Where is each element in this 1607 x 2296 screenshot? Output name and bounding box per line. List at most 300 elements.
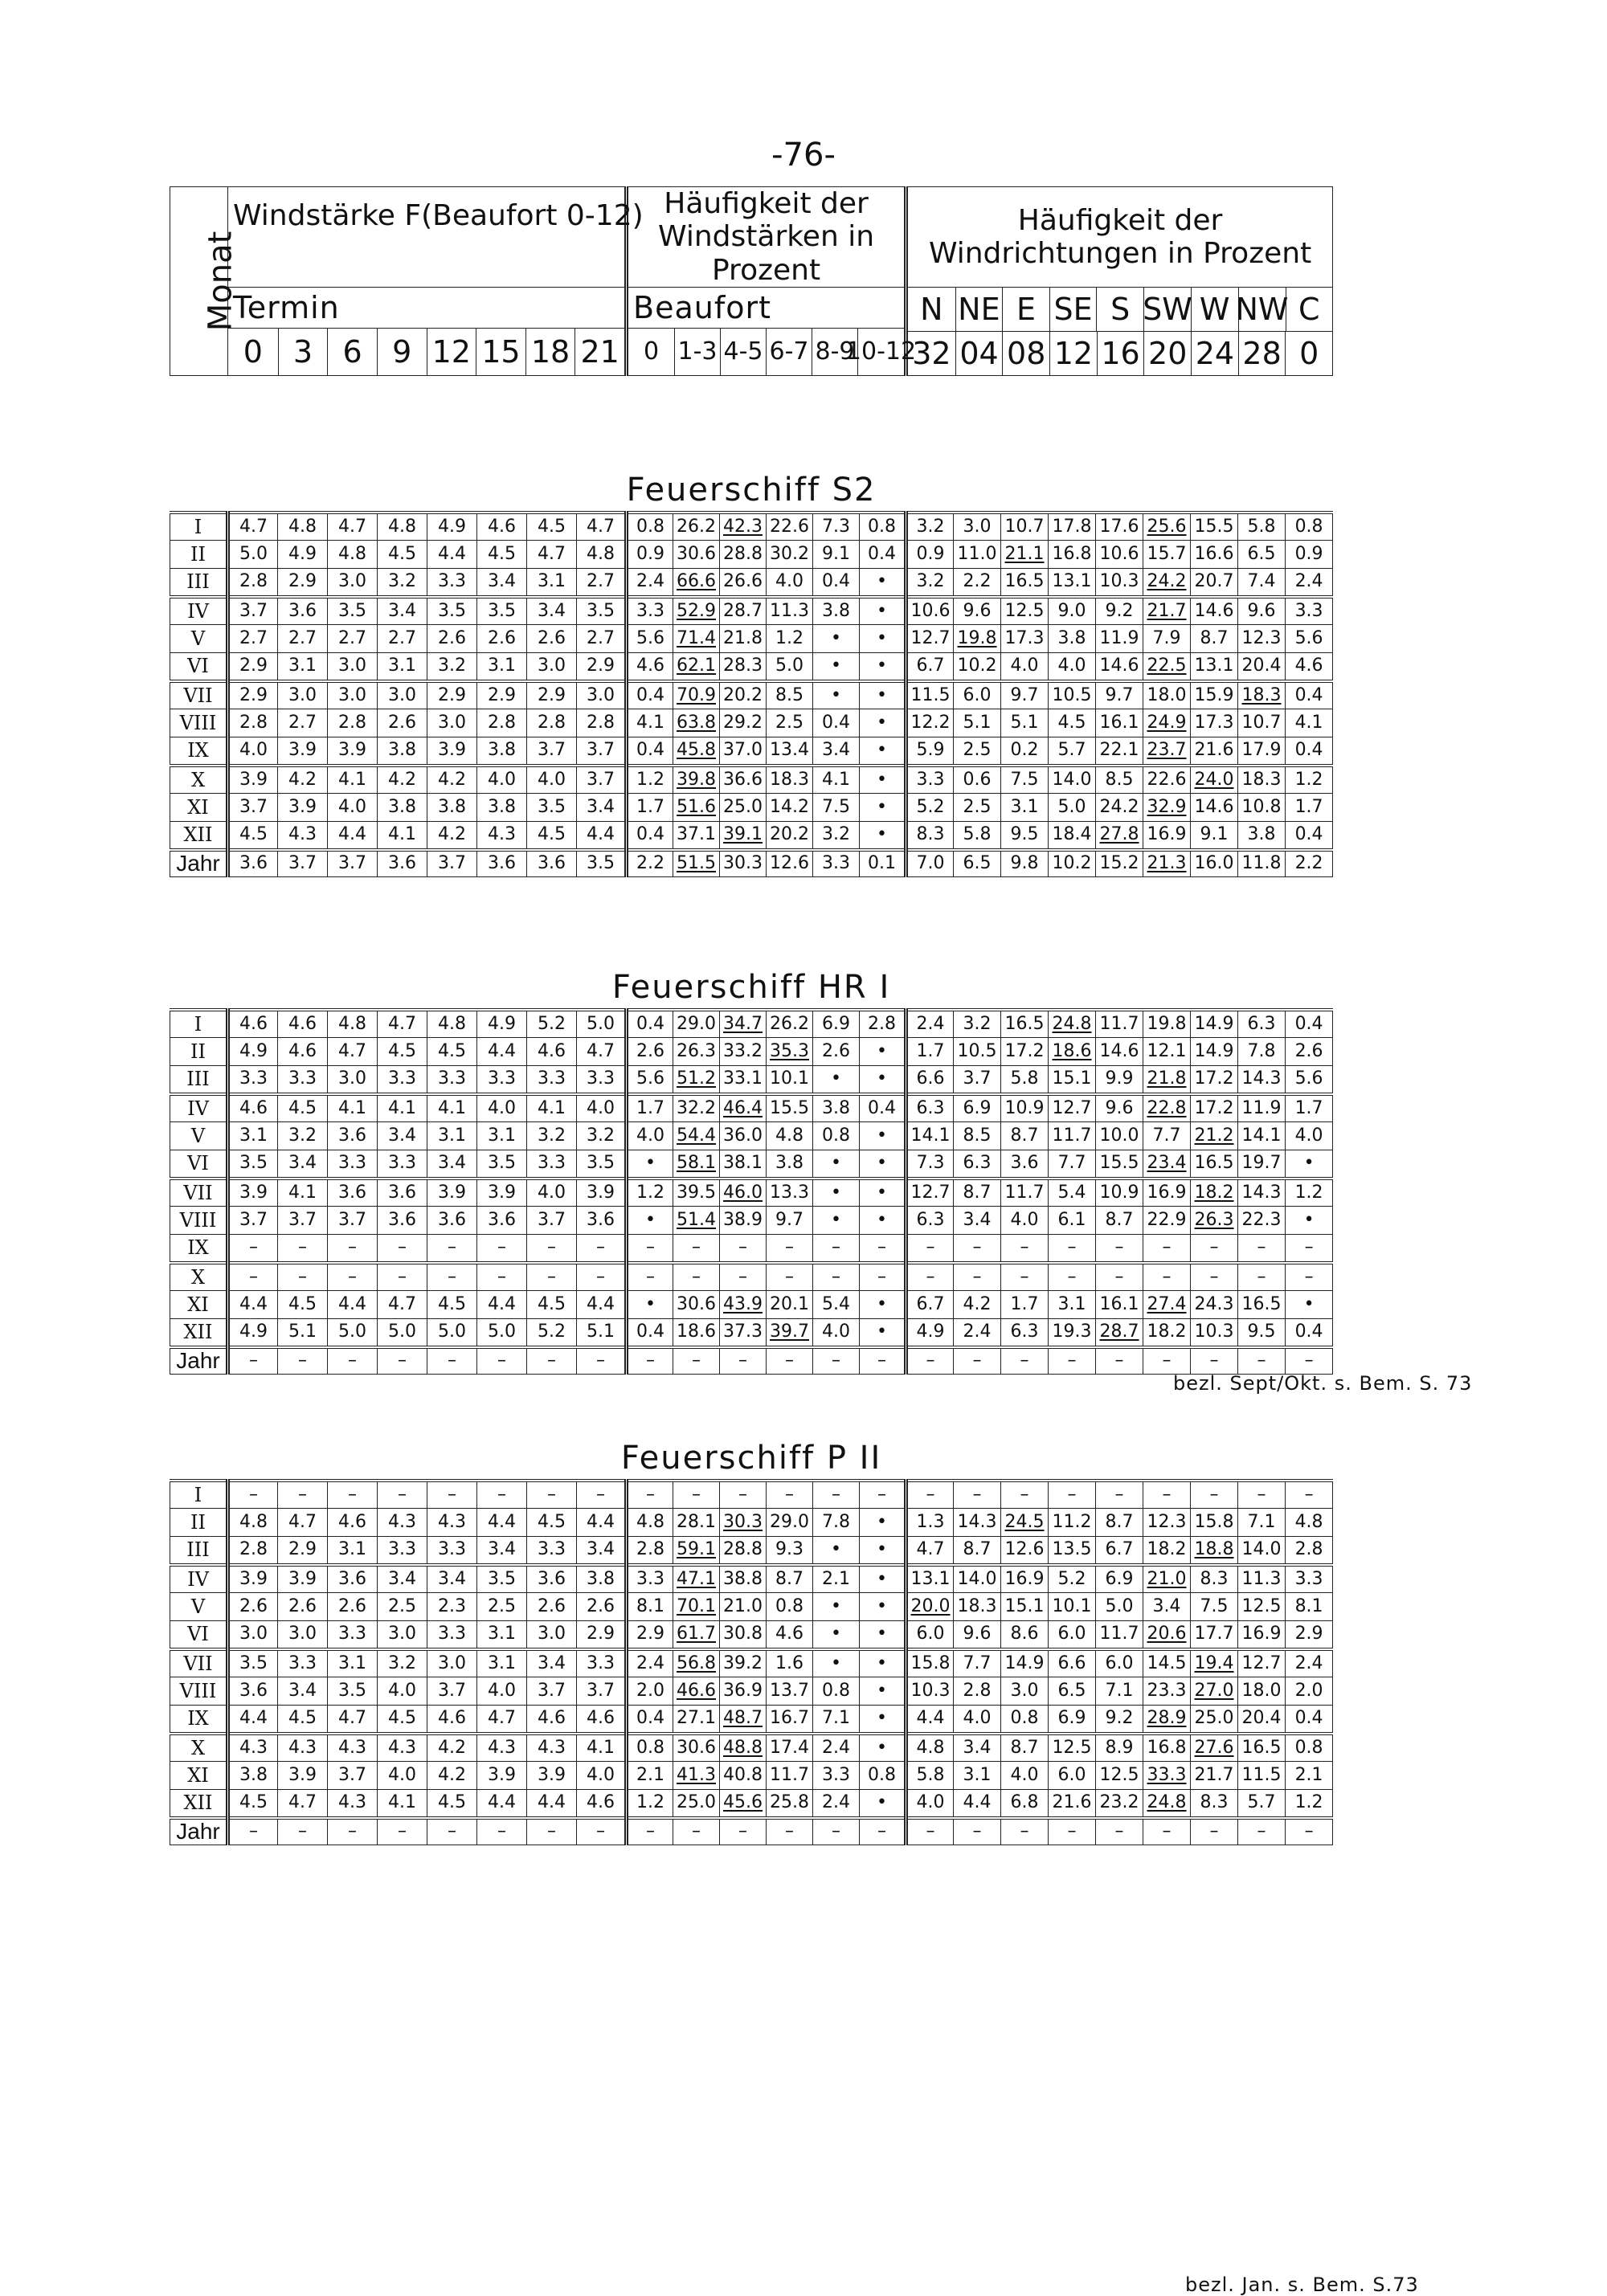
cell-value: – — [1114, 1484, 1124, 1505]
cell-value: 27.8 — [1099, 824, 1139, 845]
value-cell — [627, 1066, 673, 1094]
value-cell — [477, 766, 527, 794]
cell-value: – — [692, 1484, 701, 1505]
cell-value: 2.7 — [587, 628, 615, 649]
value-cell — [228, 1263, 278, 1291]
value-cell — [477, 1235, 527, 1263]
cell-value: – — [448, 1237, 456, 1258]
cell-value: 35.3 — [770, 1041, 810, 1062]
cell-value: 0.8 — [822, 1126, 851, 1146]
cell-value: 7.5 — [1200, 1596, 1229, 1617]
value-cell — [378, 653, 427, 681]
value-cell — [378, 681, 427, 709]
cell-value: 48.8 — [723, 1737, 763, 1758]
cell-value: 10.9 — [1004, 1097, 1045, 1118]
value-cell — [1238, 1038, 1286, 1066]
cell-value: 11.0 — [957, 544, 997, 565]
cell-value: – — [646, 1266, 656, 1287]
cell-value: 2.1 — [1294, 1765, 1323, 1786]
cell-value: 4.7 — [288, 1792, 317, 1813]
cell-value: 4.0 — [1010, 1765, 1039, 1786]
cell-value: 6.0 — [963, 684, 992, 705]
cell-value: 2.5 — [388, 1596, 416, 1617]
cell-value: 3.3 — [388, 1539, 416, 1560]
cell-value: 4.3 — [239, 1737, 268, 1758]
cell-value: 36.0 — [723, 1126, 763, 1146]
cell-value: 7.1 — [822, 1708, 851, 1729]
value-cell — [378, 1706, 427, 1734]
cell-value: 18.3 — [1241, 769, 1282, 790]
cell-value: 2.9 — [636, 1624, 665, 1644]
value-cell — [1286, 1621, 1333, 1649]
cell-value: 3.3 — [388, 1153, 416, 1174]
value-cell — [1238, 1319, 1286, 1347]
value-cell — [954, 1537, 1001, 1565]
cell-value: 3.9 — [338, 740, 366, 761]
month-row — [170, 1762, 1333, 1790]
cell-value: 13.3 — [770, 1182, 810, 1203]
cell-value: – — [547, 1821, 556, 1842]
value-cell — [767, 1621, 813, 1649]
value-cell — [860, 1537, 906, 1565]
cell-value: 16.5 — [1194, 1153, 1234, 1174]
cell-value: 3.3 — [636, 1568, 665, 1589]
value-cell — [577, 1038, 627, 1066]
value-cell — [767, 513, 813, 541]
cell-value: 2.9 — [587, 1624, 615, 1644]
value-cell — [278, 1481, 328, 1509]
value-cell — [954, 1291, 1001, 1319]
cell-value: 3.7 — [438, 1681, 466, 1702]
cell-value: – — [398, 1237, 407, 1258]
dir-code-7: 28 — [1238, 332, 1286, 375]
beaufort-label: Beaufort — [628, 288, 904, 329]
value-cell — [427, 1122, 477, 1150]
value-cell — [1001, 1706, 1049, 1734]
cell-value: 20.4 — [1241, 656, 1282, 676]
value-cell — [1001, 541, 1049, 569]
cell-value: 15.2 — [1099, 853, 1139, 874]
cell-value: 14.1 — [910, 1126, 951, 1146]
cell-value: 4.7 — [388, 1294, 416, 1315]
value-cell — [1191, 513, 1238, 541]
value-cell — [1143, 1649, 1191, 1677]
value-cell — [1049, 1649, 1096, 1677]
cell-value: 18.6 — [677, 1322, 717, 1342]
cell-value: 5.1 — [587, 1322, 615, 1342]
cell-value: • — [645, 1294, 656, 1315]
value-cell — [1143, 850, 1191, 877]
value-cell — [1001, 1818, 1049, 1845]
termin-col-4: 12 — [427, 329, 476, 375]
beaufort-col-3: 6-7 — [766, 329, 812, 375]
cell-value: 6.7 — [1105, 1539, 1134, 1560]
value-cell — [1286, 1122, 1333, 1150]
value-cell — [477, 513, 527, 541]
cell-value: 3.3 — [822, 853, 851, 874]
value-cell — [1096, 1762, 1143, 1790]
value-cell — [906, 794, 954, 822]
value-cell — [627, 709, 673, 737]
value-cell — [720, 1706, 767, 1734]
value-cell — [328, 1706, 378, 1734]
value-cell — [1191, 1122, 1238, 1150]
month-row — [170, 1621, 1333, 1649]
cell-value: 4.3 — [338, 1792, 366, 1813]
cell-value: 12.7 — [910, 1182, 951, 1203]
cell-value: – — [1067, 1484, 1077, 1505]
value-cell — [1238, 1010, 1286, 1038]
cell-value: 16.0 — [1194, 853, 1234, 874]
jahr-row — [170, 1818, 1333, 1845]
value-cell — [906, 1038, 954, 1066]
value-cell — [477, 709, 527, 737]
cell-value: 10.6 — [910, 600, 951, 621]
value-cell — [477, 1762, 527, 1790]
cell-value: – — [972, 1350, 982, 1371]
value-cell — [1096, 541, 1143, 569]
cell-value: 2.8 — [963, 1681, 992, 1702]
value-cell — [278, 1734, 328, 1762]
value-cell — [1238, 1179, 1286, 1207]
cell-value: – — [646, 1484, 656, 1505]
value-cell — [720, 597, 767, 625]
value-cell — [328, 625, 378, 653]
value-cell — [527, 1818, 577, 1845]
cell-value: 3.0 — [338, 656, 366, 676]
cell-value: 5.6 — [1294, 1068, 1323, 1089]
value-cell — [378, 1818, 427, 1845]
cell-value: 4.0 — [587, 1097, 615, 1118]
value-cell — [1049, 822, 1096, 850]
cell-value: 2.9 — [288, 571, 317, 592]
value-cell — [673, 569, 720, 597]
cell-value: 5.7 — [1247, 1792, 1276, 1813]
value-cell — [720, 1010, 767, 1038]
cell-value: 4.9 — [916, 1322, 945, 1342]
value-cell — [1143, 1593, 1191, 1621]
month-label: II — [170, 1038, 228, 1066]
cell-value: 14.3 — [1241, 1068, 1282, 1089]
value-cell — [328, 709, 378, 737]
cell-value: 1.7 — [916, 1041, 945, 1062]
cell-value: 8.3 — [916, 824, 945, 845]
cell-value: 21.6 — [1052, 1792, 1092, 1813]
value-cell — [477, 1706, 527, 1734]
value-cell — [1286, 1319, 1333, 1347]
value-cell — [627, 681, 673, 709]
cell-value: • — [877, 1792, 888, 1813]
jahr-row — [170, 850, 1333, 877]
value-cell — [954, 1649, 1001, 1677]
cell-value: 4.5 — [438, 1294, 466, 1315]
cell-value: 4.7 — [488, 1708, 516, 1729]
value-cell — [427, 1291, 477, 1319]
cell-value: 3.5 — [538, 797, 566, 818]
value-cell — [228, 541, 278, 569]
cell-value: 18.3 — [957, 1596, 997, 1617]
value-cell — [577, 513, 627, 541]
cell-value: 10.1 — [1052, 1596, 1092, 1617]
cell-value: 9.1 — [822, 544, 851, 565]
value-cell — [278, 1347, 328, 1375]
cell-value: – — [832, 1237, 841, 1258]
value-cell — [1286, 1537, 1333, 1565]
value-cell — [1191, 569, 1238, 597]
value-cell — [527, 1291, 577, 1319]
cell-value: 4.1 — [822, 769, 851, 790]
cell-value: 3.1 — [963, 1765, 992, 1786]
cell-value: 8.5 — [1105, 769, 1134, 790]
value-cell — [860, 1347, 906, 1375]
header-row-2 — [170, 288, 1333, 376]
cell-value: 12.5 — [1241, 1596, 1282, 1617]
dir-code-8: 0 — [1285, 332, 1332, 375]
value-cell — [427, 822, 477, 850]
value-cell — [1001, 1734, 1049, 1762]
value-cell — [1096, 1481, 1143, 1509]
month-row — [170, 1706, 1333, 1734]
termin-col-5: 15 — [476, 329, 525, 375]
value-cell — [1001, 1537, 1049, 1565]
cell-value: – — [1162, 1350, 1172, 1371]
cell-value: 0.4 — [636, 1013, 665, 1034]
cell-value: 4.5 — [388, 1708, 416, 1729]
value-cell — [378, 850, 427, 877]
value-cell — [1001, 1291, 1049, 1319]
cell-value: 3.7 — [338, 853, 366, 874]
cell-value: 3.3 — [538, 1153, 566, 1174]
cell-value: 0.4 — [636, 824, 665, 845]
value-cell — [813, 737, 860, 766]
cell-value: – — [448, 1350, 456, 1371]
value-cell — [378, 709, 427, 737]
value-cell — [627, 1621, 673, 1649]
value-cell — [577, 1094, 627, 1122]
value-cell — [673, 541, 720, 569]
cell-value: 0.4 — [1294, 824, 1323, 845]
value-cell — [673, 822, 720, 850]
value-cell — [1096, 1066, 1143, 1094]
cell-value: 4.5 — [538, 1512, 566, 1533]
cell-value: 33.2 — [723, 1041, 763, 1062]
value-cell — [1049, 1179, 1096, 1207]
cell-value: 9.7 — [1105, 684, 1134, 705]
month-row — [170, 709, 1333, 737]
value-cell — [627, 794, 673, 822]
month-label: Jahr — [170, 1347, 228, 1375]
cell-value: 3.2 — [963, 1013, 992, 1034]
month-label: VIII — [170, 1677, 228, 1706]
value-cell — [378, 513, 427, 541]
value-cell — [627, 1207, 673, 1235]
value-cell — [1286, 1066, 1333, 1094]
month-row — [170, 1066, 1333, 1094]
value-cell — [673, 1179, 720, 1207]
cell-value: 4.7 — [239, 516, 268, 537]
value-cell — [527, 1790, 577, 1818]
cell-value: 15.5 — [1099, 1153, 1139, 1174]
cell-value: 12.1 — [1147, 1041, 1187, 1062]
value-cell — [1096, 822, 1143, 850]
value-cell — [720, 653, 767, 681]
value-cell — [860, 1481, 906, 1509]
cell-value: 12.2 — [910, 713, 951, 733]
cell-value: – — [1114, 1237, 1124, 1258]
cell-value: 3.8 — [388, 740, 416, 761]
dir-code-5: 20 — [1143, 332, 1191, 375]
cell-value: 14.6 — [1099, 656, 1139, 676]
cell-value: 23.3 — [1147, 1681, 1187, 1702]
value-cell — [527, 1235, 577, 1263]
value-cell — [627, 766, 673, 794]
cell-value: 4.7 — [587, 1041, 615, 1062]
value-cell — [527, 1263, 577, 1291]
value-cell — [954, 1347, 1001, 1375]
cell-value: 9.2 — [1105, 600, 1134, 621]
cell-value: – — [596, 1350, 606, 1371]
value-cell — [860, 850, 906, 877]
value-cell — [906, 850, 954, 877]
cell-value: 3.0 — [438, 1653, 466, 1673]
value-cell — [1049, 737, 1096, 766]
value-cell — [1049, 1010, 1096, 1038]
cell-value: 20.7 — [1194, 571, 1234, 592]
cell-value: 4.1 — [388, 1792, 416, 1813]
value-cell — [577, 1593, 627, 1621]
cell-value: 10.7 — [1004, 516, 1045, 537]
cell-value: 61.7 — [677, 1624, 717, 1644]
value-cell — [627, 1677, 673, 1706]
cell-value: 4.4 — [488, 1792, 516, 1813]
cell-value: 4.5 — [438, 1041, 466, 1062]
value-cell — [673, 1038, 720, 1066]
value-cell — [1001, 1010, 1049, 1038]
value-cell — [228, 737, 278, 766]
cell-value: 10.3 — [1099, 571, 1139, 592]
cell-value: 4.9 — [239, 1041, 268, 1062]
cell-value: 36.6 — [723, 769, 763, 790]
value-cell — [1143, 1537, 1191, 1565]
cell-value: – — [547, 1484, 556, 1505]
value-cell — [767, 822, 813, 850]
value-cell — [278, 1565, 328, 1593]
value-cell — [1191, 681, 1238, 709]
cell-value: 4.0 — [1057, 656, 1086, 676]
cell-value: – — [1067, 1237, 1077, 1258]
value-cell — [906, 1677, 954, 1706]
cell-value: 4.7 — [338, 1708, 366, 1729]
value-cell — [577, 1537, 627, 1565]
value-cell — [577, 1150, 627, 1179]
cell-value: 0.4 — [868, 1097, 897, 1118]
cell-value: • — [1303, 1153, 1315, 1174]
value-cell — [906, 541, 954, 569]
cell-value: 43.9 — [723, 1294, 763, 1315]
cell-value: • — [877, 1294, 888, 1315]
cell-value: 18.2 — [1147, 1322, 1187, 1342]
cell-value: 19.7 — [1241, 1153, 1282, 1174]
cell-value: – — [877, 1821, 887, 1842]
value-cell — [328, 1565, 378, 1593]
value-cell — [767, 1291, 813, 1319]
value-cell — [1238, 1762, 1286, 1790]
value-cell — [720, 1066, 767, 1094]
value-cell — [1238, 822, 1286, 850]
value-cell — [1049, 653, 1096, 681]
value-cell — [1096, 1179, 1143, 1207]
cell-value: 5.7 — [1057, 740, 1086, 761]
value-cell — [1096, 1038, 1143, 1066]
value-cell — [278, 1291, 328, 1319]
value-cell — [1191, 1706, 1238, 1734]
cell-value: 9.6 — [1105, 1097, 1134, 1118]
value-cell — [954, 1677, 1001, 1706]
value-cell — [813, 681, 860, 709]
cell-value: – — [1209, 1266, 1219, 1287]
cell-value: 2.6 — [636, 1041, 665, 1062]
cell-value: 2.5 — [775, 713, 804, 733]
value-cell — [427, 1734, 477, 1762]
value-cell — [954, 1481, 1001, 1509]
cell-value: – — [547, 1266, 556, 1287]
value-cell — [1049, 569, 1096, 597]
cell-value: 4.2 — [438, 824, 466, 845]
cell-value: 6.0 — [1057, 1624, 1086, 1644]
value-cell — [673, 1263, 720, 1291]
climate-table — [170, 186, 1333, 1845]
value-cell — [1096, 1010, 1143, 1038]
cell-value: 16.9 — [1241, 1624, 1282, 1644]
cell-value: – — [1209, 1484, 1219, 1505]
cell-value: 20.2 — [770, 824, 810, 845]
month-label: VII — [170, 681, 228, 709]
cell-value: 8.3 — [1200, 1792, 1229, 1813]
value-cell — [673, 1762, 720, 1790]
cell-value: 0.4 — [822, 571, 851, 592]
cell-value: 45.6 — [723, 1792, 763, 1813]
value-cell — [767, 1509, 813, 1537]
cell-value: 9.1 — [1200, 824, 1229, 845]
cell-value: 6.6 — [916, 1068, 945, 1089]
cell-value: 22.9 — [1147, 1210, 1187, 1231]
value-cell — [954, 1565, 1001, 1593]
value-cell — [860, 1319, 906, 1347]
cell-value: 5.2 — [538, 1013, 566, 1034]
value-cell — [278, 1122, 328, 1150]
value-cell — [1049, 709, 1096, 737]
value-cell — [767, 1263, 813, 1291]
cell-value: • — [877, 1322, 888, 1342]
cell-value: 3.5 — [488, 1153, 516, 1174]
value-cell — [813, 1762, 860, 1790]
cell-value: 12.7 — [1241, 1653, 1282, 1673]
cell-value: 32.2 — [677, 1097, 717, 1118]
value-cell — [767, 1235, 813, 1263]
value-cell — [954, 1179, 1001, 1207]
cell-value: 52.9 — [677, 600, 717, 621]
month-label: III — [170, 1066, 228, 1094]
month-row — [170, 597, 1333, 625]
value-cell — [427, 709, 477, 737]
cell-value: 24.0 — [1194, 769, 1234, 790]
value-cell — [228, 1509, 278, 1537]
cell-value: 6.9 — [822, 1013, 851, 1034]
cell-value: 4.1 — [388, 824, 416, 845]
month-row — [170, 1537, 1333, 1565]
cell-value: 0.4 — [1294, 740, 1323, 761]
jahr-row — [170, 1347, 1333, 1375]
